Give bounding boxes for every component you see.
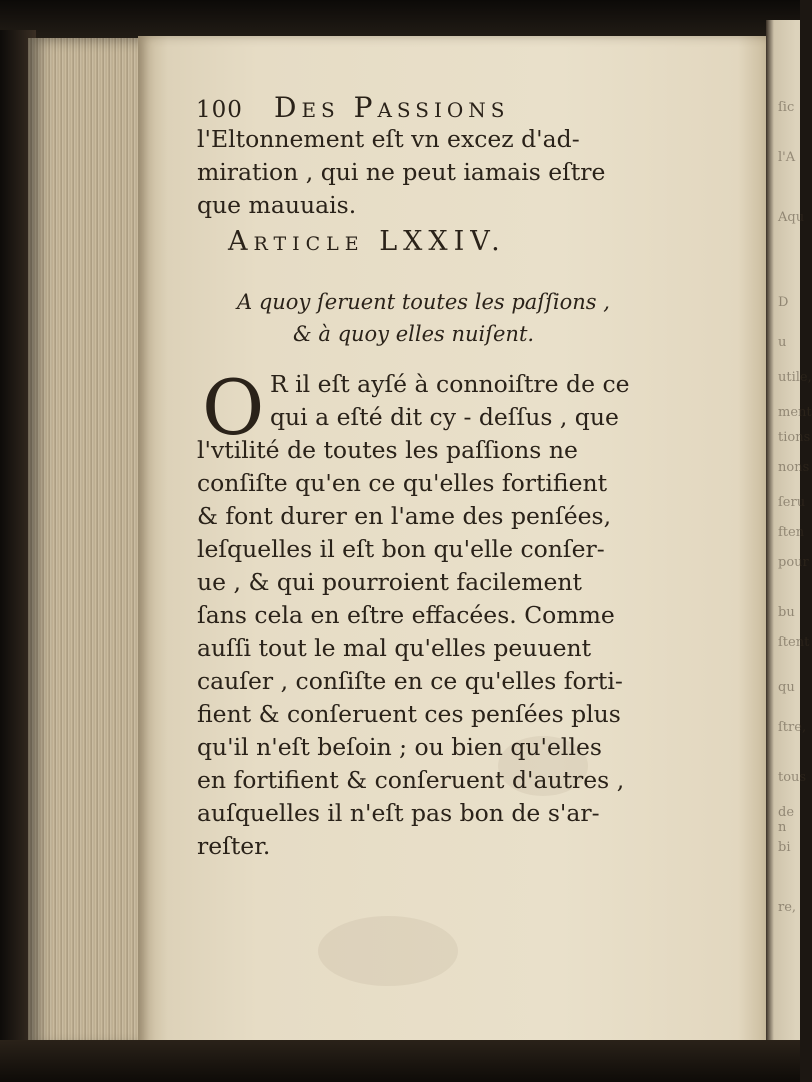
text-line: fient & conſeruent ces penſées plus: [197, 700, 621, 728]
text-line: que mauuais.: [197, 191, 357, 219]
facing-page-fragment: tions: [778, 430, 811, 445]
article-heading: Article LXXIV.: [228, 226, 506, 257]
text-line: cauſer , conſiſte en ce qu'elles forti-: [197, 667, 623, 695]
facing-page-fragment: D: [778, 295, 789, 310]
text-line: reſter.: [197, 832, 271, 860]
facing-page-fragment: Aqu: [778, 210, 805, 225]
top-shadow: [0, 0, 800, 40]
facing-page-fragment: qu: [778, 680, 795, 695]
text-line: R il eſt ayſé à connoiſtre de ce: [270, 370, 630, 398]
facing-page-fragment: re,: [778, 900, 797, 915]
page-edges: [28, 38, 143, 1048]
facing-page-fragment: u: [778, 335, 787, 350]
paper-stain: [318, 916, 458, 986]
facing-page-fragment: pour: [778, 555, 809, 570]
facing-page-fragment: utile,: [778, 370, 812, 385]
facing-page-fragment: nons: [778, 460, 810, 475]
facing-page-fragment: de n: [778, 805, 795, 835]
text-line: auſſi tout le mal qu'elles peuuent: [197, 634, 592, 662]
drop-cap: O: [202, 363, 265, 452]
text-line: ſans cela en eſtre effacées. Comme: [197, 601, 615, 629]
facing-page-fragment: bi: [778, 840, 791, 855]
article-summary-line: A quoy ſeruent toutes les paſſions ,: [237, 290, 610, 314]
facing-page-fragment: ſtent: [778, 635, 810, 650]
running-head: [196, 91, 509, 124]
facing-page-fragment: ſtre,: [778, 720, 807, 735]
text-line: l'vtilité de toutes les paſſions ne: [197, 436, 578, 464]
running-title: Des Passions: [274, 91, 510, 124]
text-line: ue , & qui pourroient facilement: [197, 568, 582, 596]
facing-page-fragment: ment: [778, 405, 812, 420]
text-line: conſiſte qu'en ce qu'elles fortifient: [197, 469, 608, 497]
facing-page-fragment: bu: [778, 605, 795, 620]
text-line: leſquelles il eſt bon qu'elle conſer-: [197, 535, 605, 563]
text-line: auſquelles il n'eſt pas bon de s'ar-: [197, 799, 600, 827]
text-line: qu'il n'eſt beſoin ; ou bien qu'elles: [197, 733, 602, 761]
facing-page-fragment: ſic: [778, 100, 795, 115]
bottom-shadow: [0, 1040, 800, 1082]
facing-page-edge: [766, 20, 812, 1050]
text-line: qui a eſté dit cy - deſſus , que: [270, 403, 619, 431]
text-line: l'Eltonnement eſt vn excez d'ad-: [197, 125, 580, 153]
text-line: & font durer en l'ame des penſées,: [197, 502, 612, 530]
text-line: en fortifient & conſeruent d'autres ,: [197, 766, 625, 794]
page-number: 100: [196, 97, 243, 123]
facing-page-fragment: l'A: [778, 150, 796, 165]
facing-page-fragment: tous: [778, 770, 807, 785]
article-summary-line: & à quoy elles nuiſent.: [293, 322, 535, 346]
facing-page-fragment: ſeru: [778, 495, 806, 510]
facing-page-fragment: ften: [778, 525, 805, 540]
text-line: miration , qui ne peut iamais eſtre: [197, 158, 606, 186]
